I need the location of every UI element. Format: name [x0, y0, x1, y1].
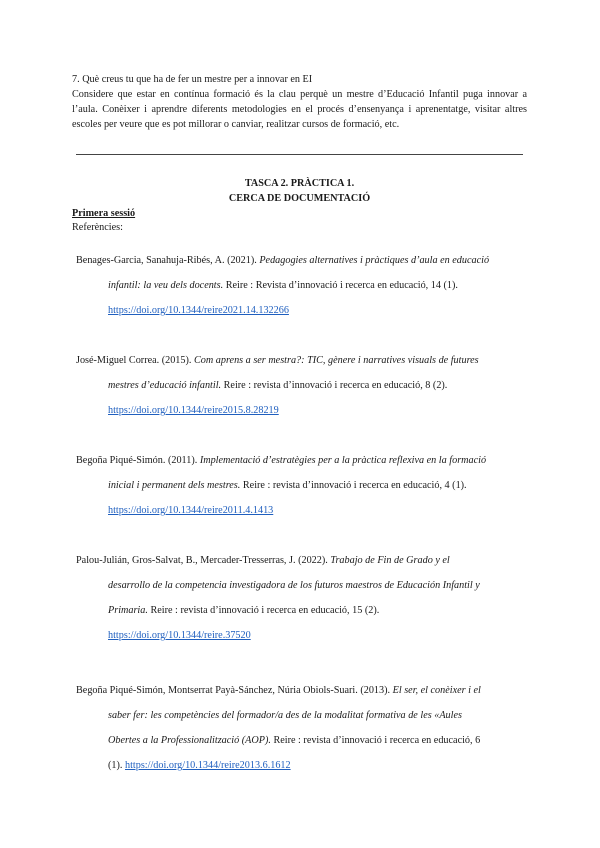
- reference-journal: Reire : revista d’innovació i recerca en educació, 8 (2).: [223, 380, 448, 391]
- reference-title: inicial i permanent dels mestres.: [108, 480, 241, 491]
- reference-journal: Reire : revista d’innovació i recerca en educació, 4 (1).: [242, 480, 467, 491]
- task-subtitle: CERCA DE DOCUMENTACIÓ: [228, 193, 371, 204]
- session-block: [72, 207, 135, 235]
- reference-journal: Reire : revista d’innovació i recerca en educació, 15 (2).: [150, 605, 380, 616]
- reference-title: Com aprens a ser mestra?: TIC, gènere i narratives visuals de futures: [193, 355, 479, 366]
- reference-doi-link[interactable]: https://doi.org/10.1344/reire2013.6.1612: [124, 760, 291, 771]
- reference-authors: José-Miguel Correa. (2015).: [76, 355, 192, 366]
- reference-item: [76, 548, 480, 648]
- reference-authors: Benages-Garcia, Sanahuja-Ribés, A. (2021).: [76, 255, 257, 266]
- reference-doi-link[interactable]: https://doi.org/10.1344/reire2021.14.132266: [108, 305, 289, 316]
- answer-text: Considere que estar en contínua formació és la clau perquè un mestre d’Educació Infantil puga innovar a l’aula. Conèixer i aprendre diferents metodologies en el procés d’ensenyança i aprenentatge, visitar altres escoles per veure que es pot millorar o canviar, realitzar cursos de formació, etc.: [72, 89, 527, 130]
- horizontal-divider: [76, 154, 523, 155]
- reference-title: infantil: la veu dels docents.: [108, 280, 224, 291]
- intro-section: [72, 72, 527, 132]
- reference-title: Trabajo de Fin de Grado y el: [330, 555, 450, 566]
- reference-journal: Reire : Revista d’innovació i recerca en educació, 14 (1).: [225, 280, 458, 291]
- reference-authors: Palou-Julián, Gros-Salvat, B., Mercader-Tresserras, J. (2022).: [76, 555, 328, 566]
- reference-title: saber fer: les competències del formador/a des de la modalitat formativa de les «Aules: [108, 710, 462, 721]
- session-title: Primera sessió: [72, 208, 136, 219]
- reference-doi-link[interactable]: https://doi.org/10.1344/reire.37520: [108, 630, 251, 641]
- reference-item: [76, 678, 481, 778]
- reference-journal: Reire : revista d’innovació i recerca en educació, 6: [273, 735, 481, 746]
- reference-authors: Begoña Piqué-Simón. (2011).: [76, 455, 198, 466]
- task-heading: [72, 176, 527, 206]
- reference-title: Implementació d’estratègies per a la pràctica reflexiva en la formació: [199, 455, 487, 466]
- task-title: TASCA 2. PRÀCTICA 1.: [244, 178, 355, 189]
- reference-title: El ser, el conèixer i el: [392, 685, 481, 696]
- reference-title: Pedagogies alternatives i pràctiques d’aula en educació: [259, 255, 490, 266]
- reference-doi-link[interactable]: https://doi.org/10.1344/reire2011.4.1413: [108, 505, 274, 516]
- references-label: Referències:: [72, 222, 123, 233]
- reference-issue: (1).: [108, 760, 123, 771]
- reference-doi-link[interactable]: https://doi.org/10.1344/reire2015.8.28219: [108, 405, 279, 416]
- question-text: 7. Què creus tu que ha de fer un mestre per a innovar en EI: [72, 74, 313, 85]
- reference-item: [76, 448, 486, 523]
- reference-item: [76, 248, 489, 323]
- reference-title: mestres d’educació infantil.: [108, 380, 222, 391]
- reference-title: Primaria.: [108, 605, 148, 616]
- reference-title: desarrollo de la competencia investigadora de los futuros maestros de Educación Infantil y: [108, 580, 480, 591]
- reference-authors: Begoña Piqué-Simón, Montserrat Payà-Sánchez, Núria Obiols-Suari. (2013).: [76, 685, 391, 696]
- reference-title: Obertes a la Professionalització (AOP).: [108, 735, 271, 746]
- reference-item: [76, 348, 479, 423]
